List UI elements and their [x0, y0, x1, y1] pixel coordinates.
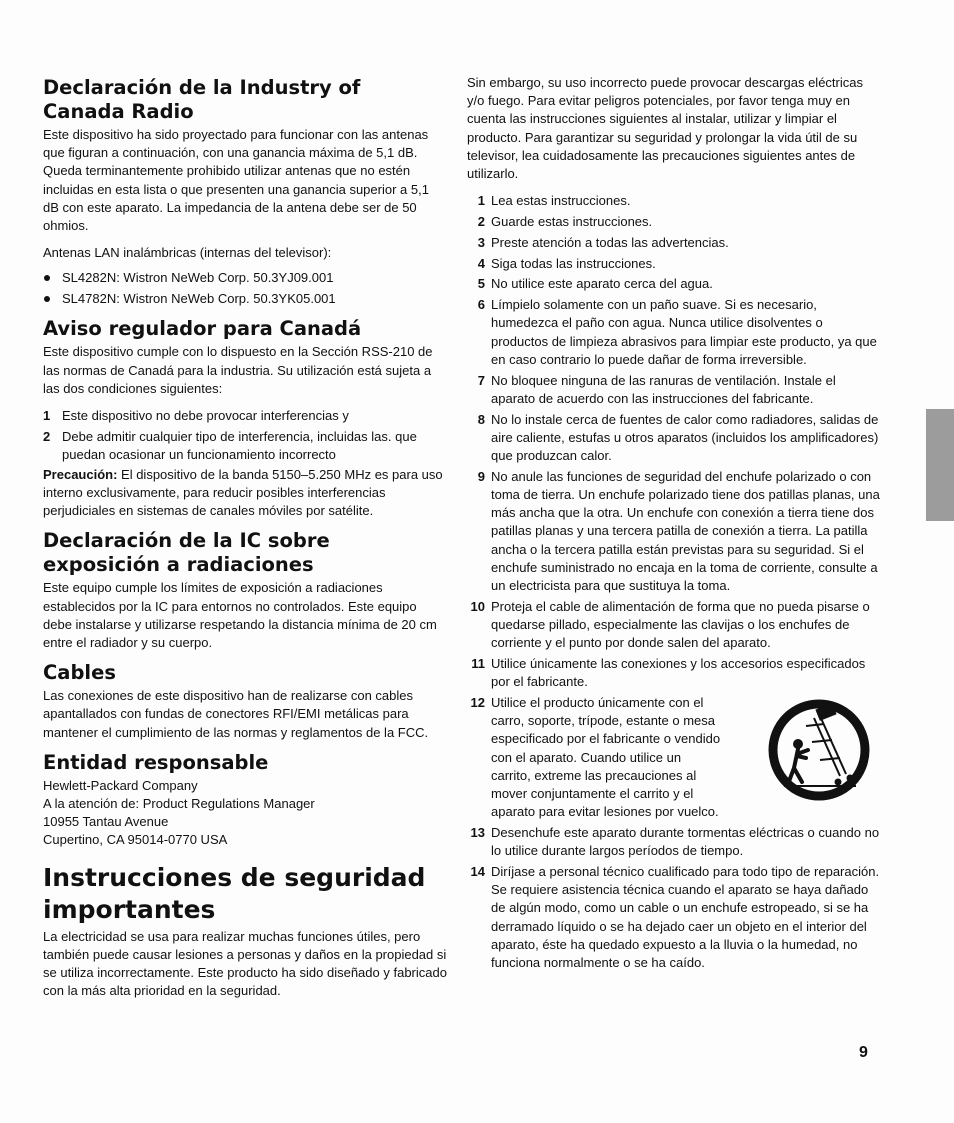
heading-safety-instructions: Instrucciones de seguridad importantes [43, 862, 426, 924]
list-item-text: Lea estas instrucciones. [491, 193, 631, 209]
list-item-text: Proteja el cable de alimentación de forma que no pueda pisarse o quedarse pillado, especialmente las clavijas o los enchufes de corriente y el punto por donde salen del aparato. [491, 598, 870, 651]
address-line: A la atención de: Product Regulations Manager [43, 796, 315, 812]
paragraph-rss210: Este dispositivo cumple con lo dispuesto en la Sección RSS-210 de las normas de Canadá para la industria. Su utilización está sujeta a las dos condiciones siguientes: [43, 344, 433, 396]
list-item [467, 655, 882, 691]
list-item-text: Preste atención a todas las advertencias. [491, 234, 729, 250]
list-item-text: Desenchufe este aparato durante tormentas eléctricas o cuando no lo utilice durante largos períodos de tiempo. [491, 825, 880, 859]
list-item [467, 192, 882, 210]
list-item [467, 213, 882, 231]
list-item-text: Utilice el producto únicamente con el carro, soporte, trípode, estante o mesa especificado por el fabricante o vendido con el aparato. Cuando utilice un carrito, extreme las precauciones al mover conjuntamente el carrito y el aparato para evitar lesiones por vuelco. [491, 695, 721, 820]
list-item-text: No anule las funciones de seguridad del enchufe polarizado o con toma de tierra. Un enchufe polarizado tiene dos patillas planas, una más ancha que la otra. Un enchufe con conexión a tierra tiene dos patillas planas y una tercera patilla de conexión a tierra. La patilla ancha o la tercera patilla están previstas para su seguridad. Si el enchufe suministrado no encaja en la toma de corriente, consulte a un electricista para que sustituya la toma. [491, 468, 880, 594]
list-item-text: Este dispositivo no debe provocar interferencias y [62, 408, 349, 424]
heading-industry-canada: Declaración de la Industry of Canada Radio [43, 76, 361, 123]
list-item [467, 824, 882, 860]
heading-canada-regulatory: Aviso regulador para Canadá [43, 317, 362, 341]
heading-ic-exposure: Declaración de la IC sobre exposición a radiaciones [43, 529, 330, 577]
list-item-text: Guarde estas instrucciones. [491, 214, 653, 230]
paragraph-intro: Sin embargo, su uso incorrecto puede provocar descargas eléctricas y/o fuego. Para evitar peligros potenciales, por favor tenga muy en cuenta las instrucciones siguientes al instalar, utilizar y limpiar el producto. Para garantizar su seguridad y prolongar la vida útil de su televisor, lea cuidadosamente las precauciones siguientes antes de utilizarlo. [467, 75, 863, 182]
conditions-list [43, 407, 448, 464]
list-item [467, 411, 882, 466]
item-number: 12 [470, 695, 485, 711]
list-item [467, 296, 882, 369]
paragraph-electricity: La electricidad se usa para realizar muchas funciones útiles, pero también puede causar lesiones a personas y daños en la propiedad si se utiliza incorrectamente. Este producto ha sido diseñado y fabricado con la más alta prioridad en la seguridad. [43, 928, 447, 999]
paragraph-cables: Las conexiones de este dispositivo han de realizarse con cables apantallados con fundas de conectores RFI/EMI metálicas para mantener el cumplimiento de las normas y reglamentos de la FCC. [43, 688, 429, 740]
list-item-text: Diríjase a personal técnico cualificado para todo tipo de reparación. Se requiere asistencia técnica cuando el aparato se haya dañado de algún modo, como un cable o un enchufe estropeado, si se ha derramado líquido o se ha dejado caer un objeto en el interior del aparato, éste ha quedado expuesto a la lluvia o la humedad, no funciona normalmente o se ha caído. [491, 864, 880, 971]
cart-tip-warning-icon [754, 694, 884, 806]
paragraph-caution [43, 466, 448, 521]
bullet-icon [44, 296, 50, 302]
list-item-text: Siga todas las instrucciones. [491, 255, 656, 271]
address-line: Cupertino, CA 95014-0770 USA [43, 832, 228, 848]
item-number: 4 [477, 255, 485, 271]
list-item [43, 267, 448, 288]
item-number: 8 [477, 411, 485, 427]
address-line: Hewlett-Packard Company [43, 777, 198, 793]
list-item [467, 275, 882, 293]
page-number: 9 [859, 1044, 868, 1061]
list-item-text: Debe admitir cualquier tipo de interferencia, incluidas las. que puedan ocasionar un funcionamiento incorrecto [62, 428, 417, 463]
list-item-text: No lo instale cerca de fuentes de calor como radiadores, salidas de aire caliente, estufas u otros aparatos (incluidos los amplificadores) que produzcan calor. [491, 411, 879, 464]
item-number: 1 [43, 408, 51, 424]
address-line: 10955 Tantau Avenue [43, 814, 169, 830]
heading-cables: Cables [43, 661, 116, 685]
list-item [467, 234, 882, 252]
list-item [467, 694, 882, 821]
item-number: 11 [471, 656, 485, 672]
section-tab [926, 409, 954, 521]
item-number: 1 [477, 193, 485, 209]
paragraph-exposure: Este equipo cumple los límites de exposición a radiaciones establecidos por la IC para entornos no controlados. Este equipo debe instalarse y utilizarse respetando la distancia mínima de 20 cm entre el radiador y su cuerpo. [43, 580, 437, 651]
antenna-list [43, 267, 448, 309]
item-number: 3 [477, 234, 485, 250]
list-item-text: Utilice únicamente las conexiones y los accesorios especificados por el fabricante. [491, 656, 866, 690]
caution-text: El dispositivo de la banda 5150–5.250 MHz es para uso interno exclusivamente, para reducir posibles interferencias perjudiciales en sistemas de canales móviles por satélite. [43, 466, 443, 519]
list-item-text: No utilice este aparato cerca del agua. [491, 276, 713, 292]
right-column [467, 74, 882, 975]
list-item [43, 428, 448, 464]
item-number: 7 [477, 372, 485, 388]
list-item [467, 255, 882, 273]
list-item [467, 863, 882, 972]
item-number: 5 [477, 276, 485, 292]
list-item [467, 598, 882, 653]
heading-responsible-party: Entidad responsable [43, 750, 269, 774]
item-number: 13 [470, 825, 485, 841]
item-number: 14 [470, 864, 485, 880]
paragraph-antenna-info: Este dispositivo ha sido proyectado para funcionar con las antenas que figuran a continuación, con una ganancia máxima de 5,1 dB. Queda terminantemente prohibido utilizar antenas que no estén incluidas en esta lista o que presenten una ganancia superior a 5,1 dB con este aparato. La impedancia de la antena debe ser de 50 ohmios. [43, 127, 429, 234]
list-item [43, 407, 448, 425]
caution-label: Precaución: [43, 466, 118, 482]
item-number: 10 [470, 598, 485, 614]
item-number: 2 [477, 214, 485, 230]
paragraph-wlan-antennas: Antenas LAN inalámbricas (internas del televisor): [43, 245, 332, 261]
list-item-text: SL4282N: Wistron NeWeb Corp. 50.3YJ09.001 [62, 270, 334, 286]
safety-instructions-list [467, 192, 882, 972]
bullet-icon [44, 275, 50, 281]
address-block [43, 777, 448, 850]
left-column [43, 76, 448, 1000]
item-number: 9 [477, 468, 485, 484]
list-item-text: SL4782N: Wistron NeWeb Corp. 50.3YK05.001 [62, 291, 336, 307]
list-item [43, 288, 448, 309]
list-item-text: Límpielo solamente con un paño suave. Si es necesario, humedezca el paño con agua. Nunca utilice disolventes o productos de limpieza abrasivos para limpiar este producto, ya que en caso contrario lo puede dañar de forma irreversible. [491, 297, 877, 367]
list-item [467, 468, 882, 595]
cart-tip-warning-image [754, 694, 884, 811]
item-number: 2 [43, 428, 51, 444]
item-number: 6 [477, 297, 485, 313]
list-item-text: No bloquee ninguna de las ranuras de ventilación. Instale el aparato de acuerdo con las instrucciones del fabricante. [491, 372, 836, 406]
list-item [467, 372, 882, 408]
